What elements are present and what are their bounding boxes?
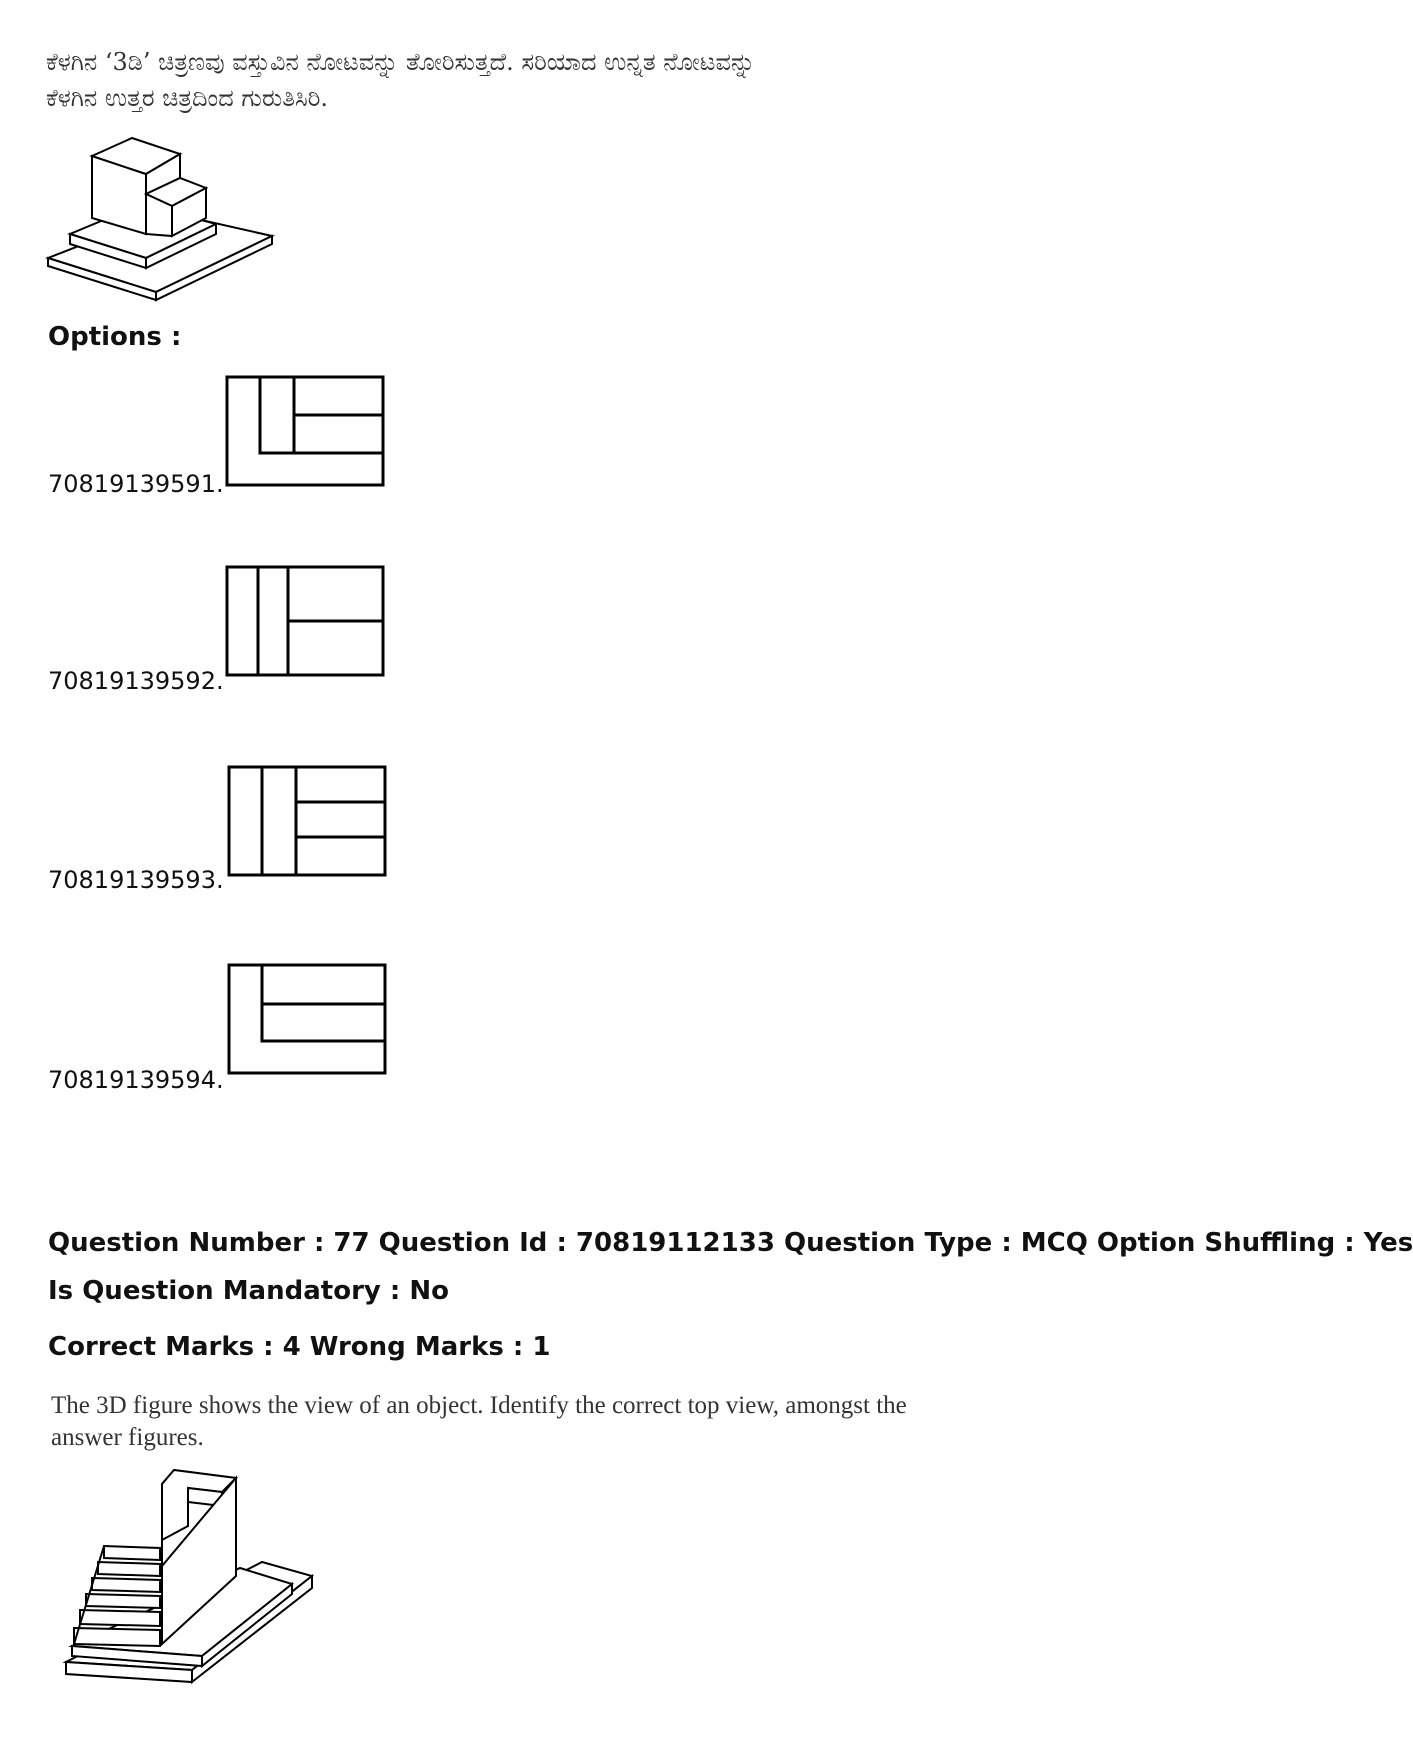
- top-view-option-4-figure[interactable]: [226, 962, 390, 1078]
- option-label-1[interactable]: 70819139591.: [48, 470, 224, 498]
- question-text-kannada: [46, 44, 966, 116]
- question-marks-line: Correct Marks : 4 Wrong Marks : 1: [48, 1332, 551, 1362]
- question-mandatory-line: Is Question Mandatory : No: [48, 1276, 449, 1306]
- 3d-staircase-object-figure: [62, 1466, 322, 1688]
- question-line: answer figures.: [51, 1424, 204, 1451]
- question-line: ಕೆಳಗಿನ ಉತ್ತರ ಚಿತ್ರದಿಂದ ಗುರುತಿಸಿರಿ.: [46, 84, 329, 112]
- question-text-english: [51, 1390, 971, 1454]
- question-line: The 3D figure shows the view of an object. Identify the correct top view, amongst the: [51, 1392, 907, 1419]
- option-label-4[interactable]: 70819139594.: [48, 1066, 224, 1094]
- option-label-2[interactable]: 70819139592.: [48, 667, 224, 695]
- top-view-option-1-figure[interactable]: [224, 374, 388, 490]
- top-view-option-2-figure[interactable]: [224, 564, 388, 680]
- top-view-option-3-figure[interactable]: [226, 764, 390, 880]
- question-meta-line: Question Number : 77 Question Id : 70819112133 Question Type : MCQ Option Shuffling : Yes: [48, 1228, 1413, 1258]
- question-line: ಕೆಳಗಿನ ‘3ಡಿ’ ಚಿತ್ರಣವು ವಸ್ತುವಿನ ನೋಟವನ್ನು ತೋರಿಸುತ್ತದೆ. ಸರಿಯಾದ ಉನ್ನತ ನೋಟವನ್ನು: [46, 48, 756, 76]
- options-heading: Options :: [48, 322, 182, 352]
- 3d-stepped-object-figure: [46, 134, 286, 304]
- option-label-3[interactable]: 70819139593.: [48, 866, 224, 894]
